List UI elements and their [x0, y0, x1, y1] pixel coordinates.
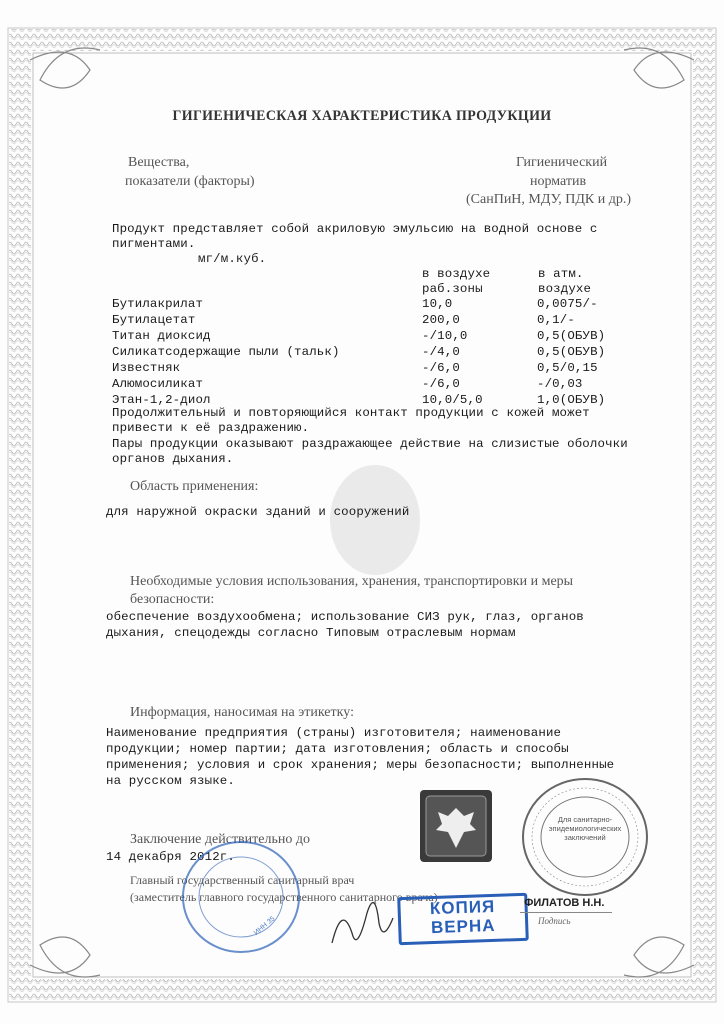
substance-name: Алюмосиликат — [112, 377, 204, 391]
substance-atm: 0,0075/- — [537, 297, 598, 311]
substance-name: Титан диоксид — [112, 329, 211, 343]
substance-atm: 0,1/- — [537, 313, 575, 327]
intro-line1: Продукт представляет собой акриловую эмульсию на водной основе с — [112, 222, 598, 236]
intro-line2: пигментами. — [112, 237, 196, 251]
copy-verified-stamp — [397, 893, 529, 946]
copy-stamp-line2: ВЕРНА — [430, 915, 496, 938]
label-info-line4: на русском языке. — [106, 774, 235, 788]
application-text: для наружной окраски зданий и сооружений — [106, 505, 410, 519]
col-header-atm-1: в атм. — [538, 267, 584, 281]
document-title: ГИГИЕНИЧЕСКАЯ ХАРАКТЕРИСТИКА ПРОДУКЦИИ — [172, 108, 552, 124]
label-info-line1: Наименование предприятия (страны) изготовителя; наименование — [106, 726, 562, 740]
round-stamp — [520, 775, 650, 900]
doctor-line2: (заместитель главного государственного санитарного врача) — [130, 890, 438, 904]
conditions-line2: дыхания, спецодежды согласно Типовым отраслевым нормам — [106, 626, 516, 640]
doctor-line1: Главный государственный санитарный врач — [130, 873, 355, 887]
eagle-icon — [420, 790, 492, 862]
substance-work: 10,0 — [422, 297, 453, 311]
substances-table — [112, 297, 632, 409]
conditions-label-line2: безопасности: — [130, 592, 215, 607]
col-header-atm-2: воздухе — [538, 282, 592, 296]
hologram-emblem — [420, 790, 492, 862]
table-row — [112, 377, 632, 393]
substance-atm: 1,0(ОБУВ) — [537, 393, 606, 407]
label-info-line2: продукции; номер партии; дата изготовления; область и способы — [106, 742, 569, 756]
note2-line1: Пары продукции оказывают раздражающее действие на слизистые оболочки — [112, 437, 628, 451]
substance-name: Бутилацетат — [112, 313, 196, 327]
round-stamp-text: Для санитарно-эпидемиологических заключений — [548, 815, 622, 842]
table-row — [112, 297, 632, 313]
substance-name: Силикатсодержащие пыли (тальк) — [112, 345, 340, 359]
substance-work: 10,0/5,0 — [422, 393, 483, 407]
signature-line — [520, 912, 612, 913]
header-right-line1: Гигиенический — [516, 155, 608, 170]
note2-line2: органов дыхания. — [112, 452, 234, 466]
note1-line2: привести к её раздражению. — [112, 421, 310, 435]
table-row — [112, 329, 632, 345]
substance-work: -/4,0 — [422, 345, 460, 359]
substance-work: 200,0 — [422, 313, 460, 327]
label-info-label: Информация, наносимая на этикетку: — [130, 705, 354, 720]
application-label: Область применения: — [130, 479, 259, 494]
header-right-line2: норматив — [530, 174, 587, 189]
substance-work: -/6,0 — [422, 361, 460, 375]
label-info-line3: применения; условия и срок хранения; меры безопасности; выполненные — [106, 758, 615, 772]
unit-label: мг/м.куб. — [198, 252, 267, 266]
substance-work: -/10,0 — [422, 329, 468, 343]
table-row — [112, 345, 632, 361]
substance-name: Известняк — [112, 361, 181, 375]
col-header-work-1: в воздухе — [422, 267, 491, 281]
substance-name: Этан-1,2-диол — [112, 393, 211, 407]
left-stamp-text: ИНН 35 — [252, 915, 277, 937]
signature — [322, 898, 402, 958]
substance-atm: 0,5(ОБУВ) — [537, 345, 606, 359]
signer-name: ФИЛАТОВ Н.Н. — [524, 897, 605, 909]
header-right-line3: (СанПиН, МДУ, ПДК и др.) — [466, 192, 631, 207]
copy-stamp-line1: КОПИЯ — [429, 896, 496, 919]
validity-label: Заключение действительно до — [130, 832, 310, 847]
substance-atm: -/0,03 — [537, 377, 583, 391]
col-header-work-2: раб.зоны — [422, 282, 483, 296]
signature-caption: Подпись — [538, 916, 571, 926]
validity-date: 14 декабря 2012г. — [106, 850, 235, 864]
conditions-line1: обеспечение воздухообмена; использование СИЗ рук, глаз, органов — [106, 610, 584, 624]
substance-name: Бутилакрилат — [112, 297, 204, 311]
header-left-line1: Вещества, — [128, 155, 190, 170]
table-row — [112, 361, 632, 377]
emblem-watermark — [330, 465, 420, 575]
blue-round-stamp — [180, 838, 302, 956]
substance-atm: 0,5(ОБУВ) — [537, 329, 606, 343]
note1-line1: Продолжительный и повторяющийся контакт продукции с кожей может — [112, 406, 590, 420]
table-row — [112, 313, 632, 329]
conditions-label-line1: Необходимые условия использования, хранения, транспортировки и меры — [130, 574, 574, 589]
header-left-line2: показатели (факторы) — [125, 174, 255, 189]
substance-atm: 0,5/0,15 — [537, 361, 598, 375]
substance-work: -/6,0 — [422, 377, 460, 391]
